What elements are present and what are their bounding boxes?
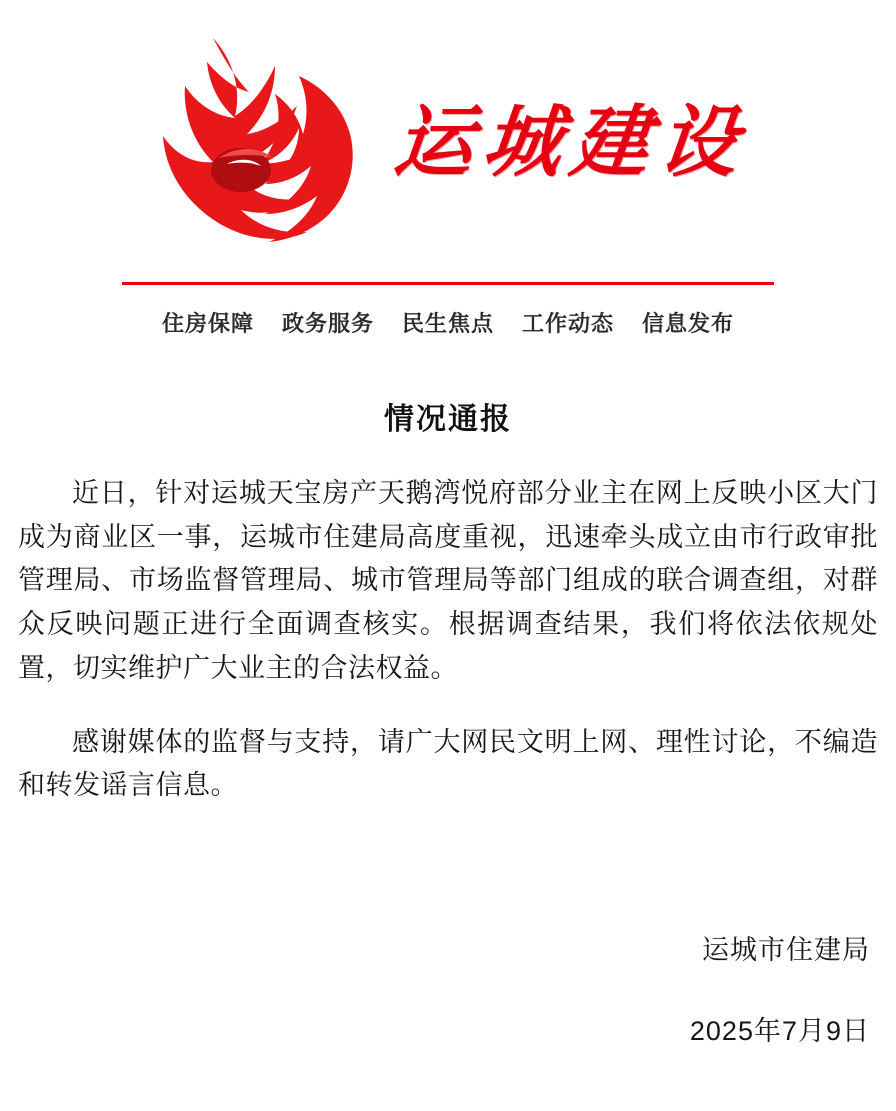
signature-organization: 运城市住建局 [702,935,870,966]
signature-block [0,928,896,1066]
nav-item-information-release[interactable]: 信息发布 [642,311,735,336]
main-nav[interactable] [0,307,896,338]
nav-item-work-updates[interactable]: 工作动态 [522,311,615,336]
nav-item-housing-security[interactable]: 住房保障 [161,311,254,336]
signature-date: 2025年7月9日 [689,1016,870,1047]
nav-item-livelihood-focus[interactable]: 民生焦点 [401,311,494,336]
flame-swan-logo-icon [149,18,369,268]
article-paragraph: 近日，针对运城天宝房产天鹅湾悦府部分业主在网上反映小区大门成为商业区一事，运城市住建局高度重视，迅速牵头成立由市行政审批管理局、市场监督管理局、城市管理局等部门组成的联合调查组，对群众反映问题正进行全面调查核实。根据调查结果，我们将依法依规处置，切实维护广大业主的合法权益。 [18,478,878,683]
article-paragraph: 感谢媒体的监督与支持，请广大网民文明上网、理性讨论，不编造和转发谣言信息。 [18,726,878,801]
article-body [18,394,878,808]
site-header [0,0,896,268]
page-title: 情况通报 [384,403,512,436]
site-title: 运城建设 [390,99,752,186]
header-divider [122,282,774,285]
nav-item-government-services[interactable]: 政务服务 [281,311,374,336]
